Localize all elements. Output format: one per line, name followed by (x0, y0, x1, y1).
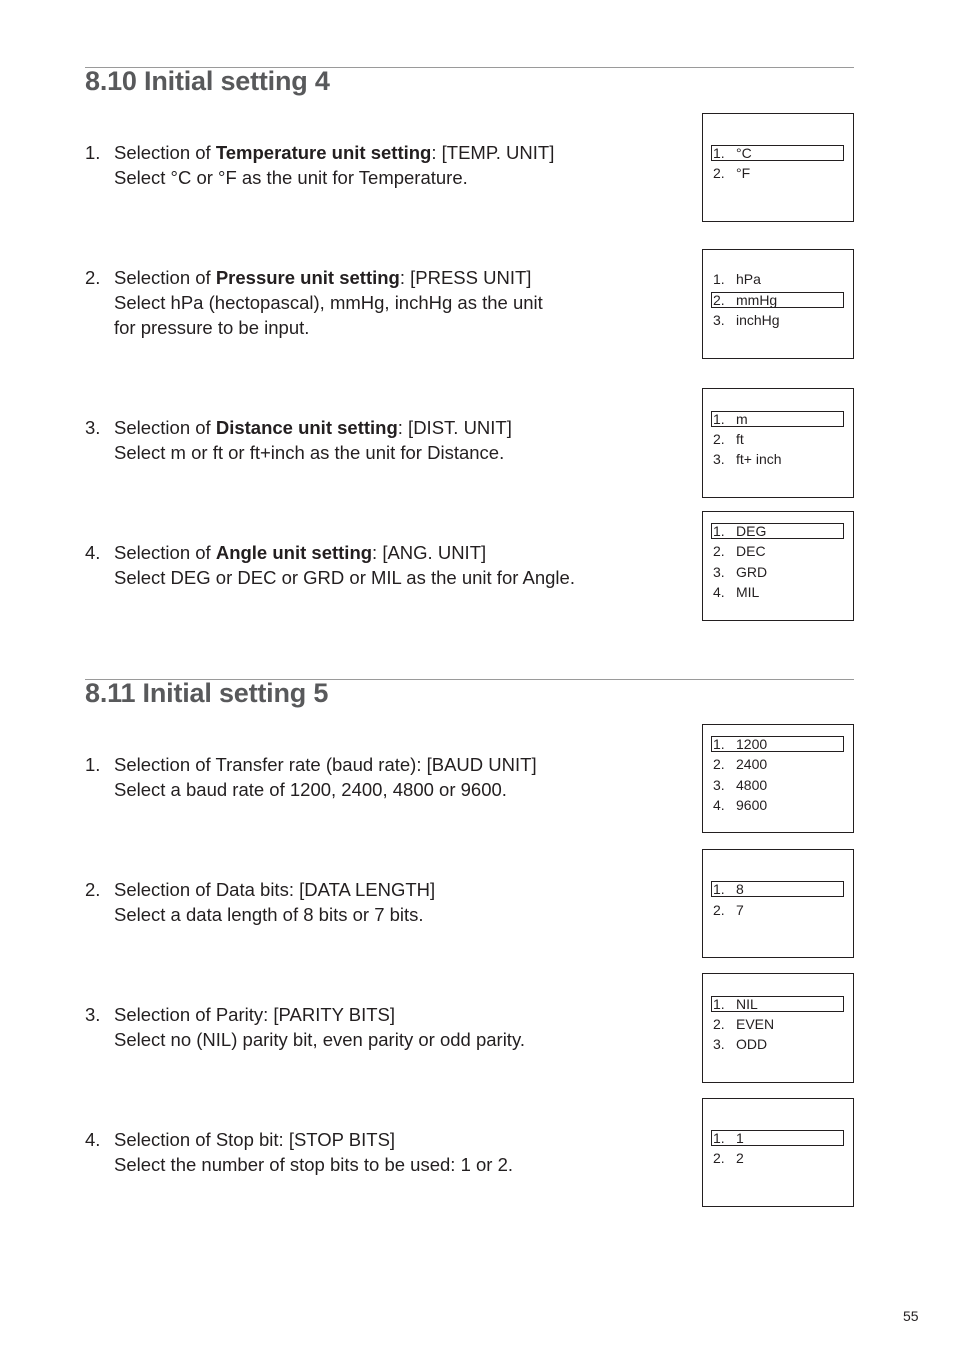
option-number: 2. (713, 292, 725, 308)
item-setting-name: Temperature unit setting (215, 142, 432, 163)
item-number: 2. (85, 879, 101, 900)
option-number: 3. (713, 564, 725, 580)
lcd-option-selected (711, 523, 844, 539)
item-number: 4. (85, 1129, 101, 1150)
option-number: 2. (713, 543, 725, 559)
option-number: 1. (713, 736, 725, 752)
option-number: 2. (713, 165, 725, 181)
option-value: 1200 (736, 736, 768, 752)
option-value: GRD (736, 564, 768, 580)
lcd-option (711, 1150, 844, 1166)
item-setting-name: Pressure unit setting (215, 267, 400, 288)
item-description: Select m or ft or ft+inch as the unit for Distance. (114, 442, 505, 463)
lcd-option (711, 797, 844, 813)
item-number: 2. (85, 267, 101, 288)
item-lead: Selection of (114, 542, 216, 563)
option-value: 4800 (736, 777, 768, 793)
item-number: 4. (85, 542, 101, 563)
option-value: NIL (736, 996, 758, 1012)
item-description: Select a baud rate of 1200, 2400, 4800 or 9600. (114, 779, 507, 800)
item-parameter: : [DIST. UNIT] (397, 417, 512, 438)
lcd-option-selected (711, 1130, 844, 1146)
item-setting-name: Angle unit setting (215, 542, 373, 563)
option-number: 1. (713, 145, 725, 161)
lcd-option (711, 584, 844, 600)
list-item (85, 415, 665, 465)
list-item (85, 877, 665, 927)
item-description: Select hPa (hectopascal), mmHg, inchHg as the unit (114, 292, 543, 313)
list-item (85, 265, 665, 340)
section-heading: 8.11 Initial setting 5 (85, 678, 329, 708)
lcd-option-selected (711, 736, 844, 752)
lcd-option (711, 1036, 844, 1052)
option-number: 2. (713, 1150, 725, 1166)
option-number: 1. (713, 996, 725, 1012)
lcd-option-selected (711, 411, 844, 427)
option-value: mmHg (736, 292, 778, 308)
lcd-option-selected (711, 881, 844, 897)
page-number: 55 (903, 1308, 919, 1324)
lcd-option (711, 777, 844, 793)
option-value: °C (736, 145, 752, 161)
item-description: Select a data length of 8 bits or 7 bits. (114, 904, 424, 925)
option-value: MIL (736, 584, 760, 600)
option-value: DEC (736, 543, 766, 559)
option-value: 9600 (736, 797, 768, 813)
option-value: °F (736, 165, 751, 181)
option-number: 3. (713, 1036, 725, 1052)
item-setting-name: Distance unit setting (215, 417, 398, 438)
item-lead: Selection of (114, 267, 216, 288)
option-number: 3. (713, 312, 725, 328)
option-value: ODD (736, 1036, 768, 1052)
item-description: Select °C or °F as the unit for Temperature. (114, 167, 468, 188)
option-value: EVEN (736, 1016, 775, 1032)
lcd-option (711, 1016, 844, 1032)
lcd-option-selected (711, 292, 844, 308)
option-value: DEG (736, 523, 767, 539)
item-number: 1. (85, 142, 101, 163)
lcd-option (711, 756, 844, 772)
option-number: 3. (713, 451, 725, 467)
option-number: 3. (713, 777, 725, 793)
option-number: 1. (713, 411, 725, 427)
lcd-option (711, 564, 844, 580)
item-number: 3. (85, 1004, 101, 1025)
option-value: hPa (736, 271, 761, 287)
option-value: 2 (736, 1150, 744, 1166)
option-number: 2. (713, 1016, 725, 1032)
item-title: Selection of Stop bit: [STOP BITS] (114, 1129, 396, 1150)
option-value: 2400 (736, 756, 768, 772)
option-number: 2. (713, 902, 725, 918)
lcd-option (711, 271, 844, 287)
lcd-screen-ang-unit (702, 511, 854, 621)
list-item (85, 752, 665, 802)
list-item (85, 1127, 665, 1177)
lcd-screen-temp-unit (702, 113, 854, 222)
lcd-option (711, 165, 844, 181)
option-value: inchHg (736, 312, 780, 328)
option-value: 1 (736, 1130, 744, 1146)
item-lead: Selection of (114, 417, 216, 438)
lcd-option-selected (711, 996, 844, 1012)
item-title: Selection of Parity: [PARITY BITS] (114, 1004, 396, 1025)
item-lead: Selection of (114, 142, 216, 163)
lcd-option (711, 543, 844, 559)
item-title: Selection of Data bits: [DATA LENGTH] (114, 879, 436, 900)
item-parameter: : [TEMP. UNIT] (431, 142, 555, 163)
lcd-option-selected (711, 145, 844, 161)
item-description: Select the number of stop bits to be used: 1 or 2. (114, 1154, 514, 1175)
item-description: Select DEG or DEC or GRD or MIL as the unit for Angle. (114, 567, 575, 588)
option-number: 1. (713, 271, 725, 287)
option-value: 8 (736, 881, 744, 897)
item-description: for pressure to be input. (114, 317, 310, 338)
item-number: 1. (85, 754, 101, 775)
option-value: ft+ inch (736, 451, 782, 467)
lcd-screen-dist-unit (702, 388, 854, 498)
item-parameter: : [PRESS UNIT] (399, 267, 532, 288)
lcd-option (711, 312, 844, 328)
option-value: m (736, 411, 748, 427)
list-item (85, 540, 665, 590)
item-title: Selection of Transfer rate (baud rate): [BAUD UNIT] (114, 754, 537, 775)
section-heading: 8.10 Initial setting 4 (85, 66, 330, 96)
option-number: 1. (713, 1130, 725, 1146)
option-number: 4. (713, 584, 725, 600)
lcd-screen-data-length (702, 849, 854, 958)
lcd-screen-press-unit (702, 249, 854, 359)
list-item (85, 1002, 665, 1052)
option-number: 1. (713, 881, 725, 897)
lcd-screen-parity-bits (702, 973, 854, 1083)
option-number: 2. (713, 756, 725, 772)
lcd-option (711, 451, 844, 467)
lcd-screen-stop-bits (702, 1098, 854, 1207)
lcd-screen-baud-unit (702, 724, 854, 833)
item-number: 3. (85, 417, 101, 438)
option-number: 4. (713, 797, 725, 813)
option-number: 1. (713, 523, 725, 539)
lcd-option (711, 902, 844, 918)
option-value: 7 (736, 902, 744, 918)
item-description: Select no (NIL) parity bit, even parity or odd parity. (114, 1029, 525, 1050)
item-parameter: : [ANG. UNIT] (372, 542, 487, 563)
list-item (85, 140, 665, 190)
option-value: ft (736, 431, 744, 447)
lcd-option (711, 431, 844, 447)
option-number: 2. (713, 431, 725, 447)
